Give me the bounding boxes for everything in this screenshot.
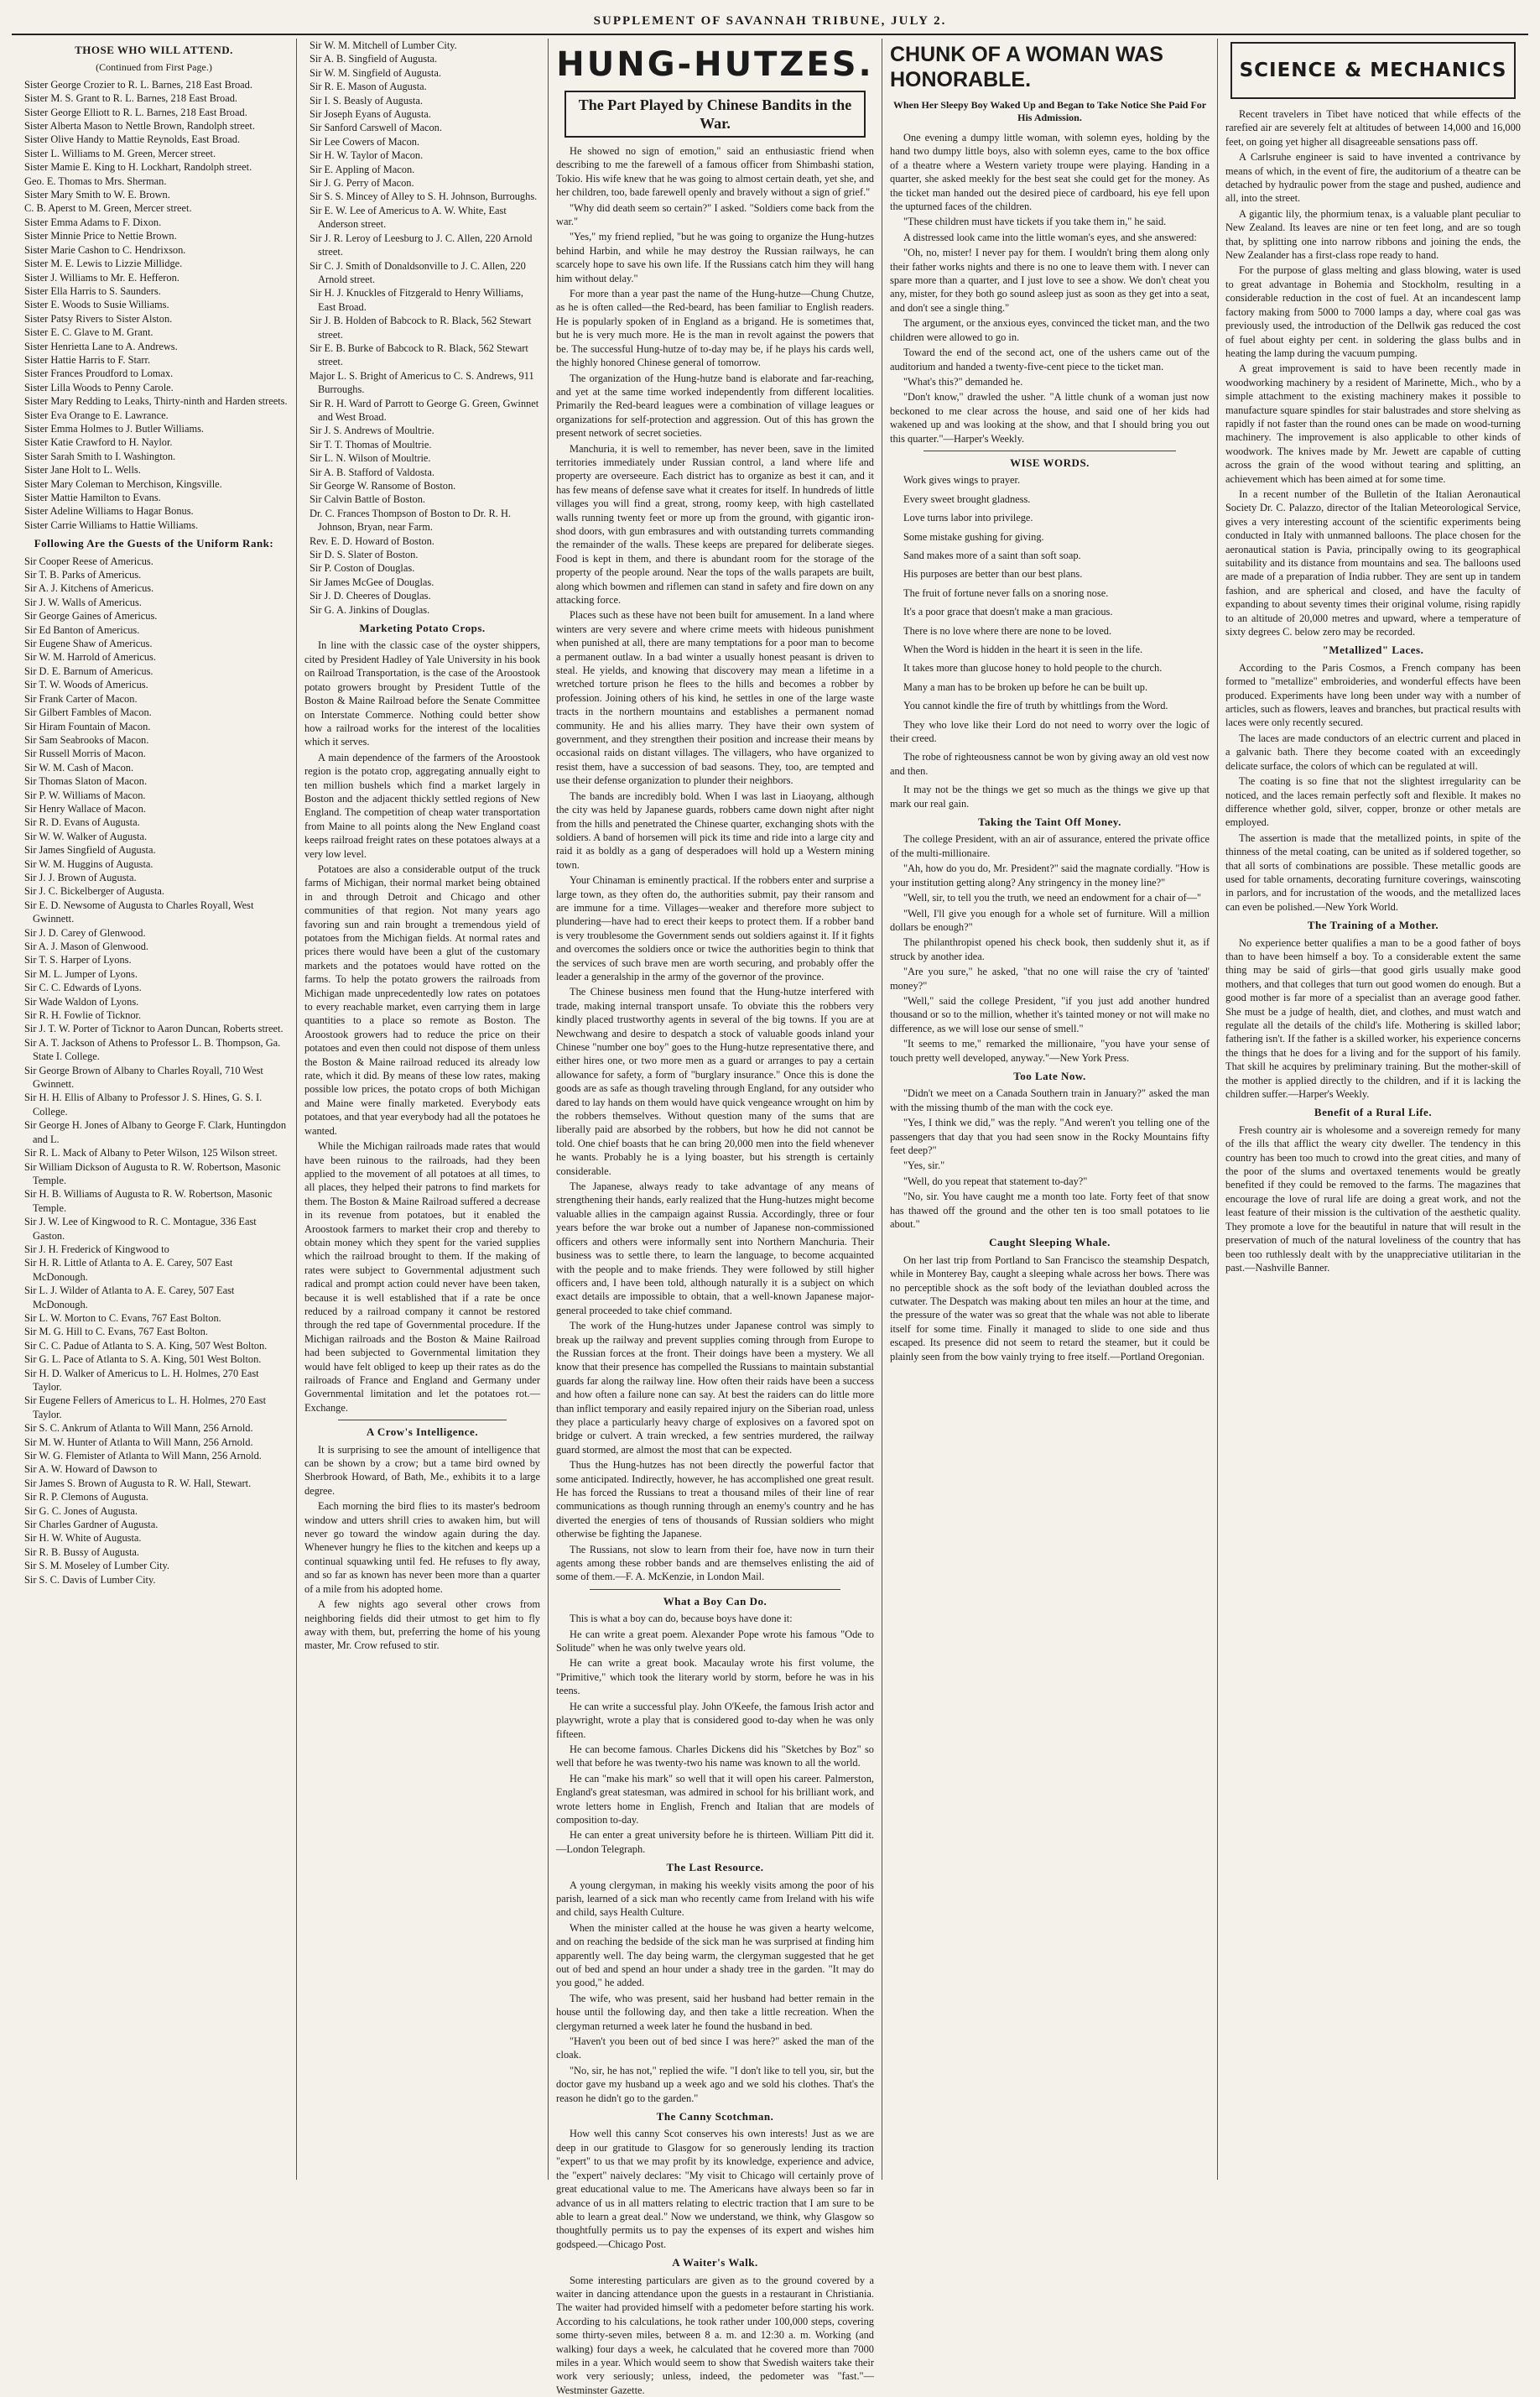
list-item: Sister George Crozier to R. L. Barnes, 218 East Broad. bbox=[24, 78, 252, 91]
rural-title: Benefit of a Rural Life. bbox=[1314, 1106, 1433, 1119]
list-item: Sir George Brown of Albany to Charles Royall, 710 West Gwinnett. bbox=[24, 1064, 263, 1091]
paragraph: "Yes, sir." bbox=[903, 1159, 945, 1172]
wise-word: Every sweet brought gladness. bbox=[903, 492, 1031, 505]
list-item: Sister Mary Redding to Leaks, Thirty-ninth and Harden streets. bbox=[24, 395, 288, 408]
rural-article bbox=[1225, 1123, 1521, 1274]
list-item: Sir H. B. Williams of Augusta to R. W. Robertson, Masonic Temple. bbox=[24, 1188, 273, 1214]
taint-article bbox=[890, 832, 1210, 1065]
paragraph: He can "make his mark" so well that it will open his career. Palmerston, England's great statesman, was admired in school for his brilliant work, and wrote letters home in English, French and Italian that are models of composition to-day. bbox=[556, 1772, 874, 1826]
list-item: Sir D. E. Barnum of Americus. bbox=[24, 664, 153, 677]
list-item: Sister Lilla Woods to Penny Carole. bbox=[24, 381, 174, 393]
paragraph: "Don't know," drawled the usher. "A little chunk of a woman just now beckoned to me clear across the house, and said one of her kids had wakened up and was looking at the show, and that I should bring you out this quarter."—Harper's Weekly. bbox=[890, 391, 1210, 445]
list-item: Sir C. J. Smith of Donaldsonville to J. C. Allen, 220 Arnold street. bbox=[310, 259, 526, 285]
list-item: Sir A. W. Howard of Dawson to bbox=[24, 1463, 158, 1476]
list-item: Sir J. S. Andrews of Moultrie. bbox=[310, 425, 434, 437]
paragraph: The laces are made conductors of an electric current and placed in a galvanic bath. There they become coated with an exceedingly delicate surface, the colors of which can be regulated at will. bbox=[1225, 732, 1521, 772]
paragraph: According to the Paris Cosmos, a French company has been formed to "metallize" embroideries, and wonderful effects have been produced. Experiments have long been under way with a number of articles, such as flowers, leaves and branches, but practical results with laces were only recently secured. bbox=[1225, 661, 1521, 729]
list-item: Sir M. L. Jumper of Lyons. bbox=[24, 967, 138, 980]
list-item: Sister Ella Harris to S. Saunders. bbox=[24, 284, 161, 297]
list-item: Sister Patsy Rivers to Sister Alston. bbox=[24, 312, 173, 325]
boy-article bbox=[556, 1612, 874, 1856]
paragraph: "No, sir, he has not," replied the wife. "I don't like to tell you, sir, but the doctor gave my husband up a week ago and we sold his clothes. That's the reason he didn't go to the garden." bbox=[556, 2064, 874, 2104]
paragraph: Manchuria, it is well to remember, has never been, save in the limited territories immediately under Russian control, a land where life and property are overseeure. Each district has to organize as best it can, and it has few means of defense save what it creates for itself. In hundreds of little villages you will find a great, strong, roomy keep, with high castellated walls running twenty feet or more up from the ground, with gigantic iron-shod doors, with gun embrasures and with outstanding turrets commanding the remainder of the walls. These keeps are prepared for deliberate sieges. Food is kept in them, and there is abundant room for the storage of the property of the people around. Near the tops of the walls parapets are built, along which bowmen and riflemen can stand in safety and fire down on any attacking force. bbox=[556, 442, 874, 606]
list-item: Sir J. H. Frederick of Kingwood to bbox=[24, 1243, 169, 1255]
list-item: Sir E. W. Lee of Americus to A. W. White, East Anderson street. bbox=[310, 204, 507, 231]
list-item: Sir J. R. Leroy of Leesburg to J. C. Allen, 220 Arnold street. bbox=[310, 232, 533, 258]
paragraph: In a recent number of the Bulletin of the Italian Aeronautical Society Dr. C. Palazzo, director of the Italian Meteorological Service, gives a very interesting account of the scientific experiments being conducted in Italy with unmanned balloons. The place chosen for the aeronautical station is Pavia, principally owing to its geographical suitability and its distance from mountains and sea. The balloons used are made of a preparation of India rubber. They are sent up in tandem fashion, and are spherical and closed, and have the faculty of expanding to about seventy times their original volume, rising rapidly to an altitude of 20,000 metres and upward, where a temperature of sixty degrees C. below zero may be recorded. bbox=[1225, 487, 1521, 638]
list-item: C. B. Aperst to M. Green, Mercer street. bbox=[24, 202, 192, 215]
paragraph: "Yes, I think we did," was the reply. "And weren't you telling one of the passengers that day that you had seen snow in the Rocky Mountains fifty feet deep?" bbox=[890, 1117, 1210, 1156]
late-article bbox=[890, 1086, 1210, 1231]
paragraph: "Oh, no, mister! I never pay for them. I wouldn't bring them along only their father works nights and there is no one to leave them with. I never can spare more than a quarter, and I just love to see a show. We don't cheat you any, mister, for they both go sound asleep just as soon as they get into a seat, and don't see a single thing." bbox=[890, 247, 1210, 314]
paragraph: How well this canny Scot conserves his own interests! Just as we are deep in our gratitude to Glasgow for so generously lending its traction "expert" to us that we may profit by its knowledge, experience and advice, the "expert" naively declares: "My visit to Chicago will certainly prove of great educational value to me. The Americans have always been so far in advance of us in all matters relating to electric traction that I am sure to be able to learn a great deal." Now we understand, we think, why Glasgow so thoughtfully permits us to pay the expenses of its expert and wishes him godspeed.—Chicago Post. bbox=[556, 2128, 874, 2250]
list-item: Sir H. R. Little of Atlanta to A. E. Carey, 507 East McDonough. bbox=[24, 1257, 233, 1283]
list-item: Sir S. C. Davis of Lumber City. bbox=[24, 1573, 156, 1586]
list-item: Sister Marie Cashon to C. Hendrixson. bbox=[24, 243, 186, 256]
science-article bbox=[1225, 107, 1521, 638]
list-item: Sir Lee Cowers of Macon. bbox=[310, 135, 420, 148]
list-item: Sir P. W. Williams of Macon. bbox=[24, 789, 146, 801]
list-item: Sister Mary Coleman to Merchison, Kingsville. bbox=[24, 477, 222, 490]
hung-hutzes-deck: The Part Played by Chinese Bandits in the War. bbox=[564, 91, 866, 138]
paragraph: "Haven't you been out of bed since I was here?" asked the man of the cloak. bbox=[556, 2035, 874, 2061]
potato-article bbox=[304, 638, 540, 1415]
scot-title: The Canny Scotchman. bbox=[656, 2110, 774, 2123]
guest-list-continued bbox=[304, 39, 540, 617]
list-item: Sir W. M. Mitchell of Lumber City. bbox=[310, 39, 457, 51]
paragraph: A distressed look came into the little woman's eyes, and she answered: bbox=[903, 231, 1197, 243]
paragraph: Each morning the bird flies to its master's bedroom window and utters shrill cries to awaken him, but will never go toward the window again during the day. Whenever hungry he flies to the kitchen and keeps up a continual squawking until fed. He refuses to fly away, and so far as known has never been more than a quarter of a mile from his adopted home. bbox=[304, 1500, 540, 1595]
list-item: Sister Carrie Williams to Hattie Williams. bbox=[24, 518, 199, 531]
list-item: Sir H. W. Taylor of Macon. bbox=[310, 149, 424, 162]
list-item: Sir P. Coston of Douglas. bbox=[310, 562, 415, 575]
paragraph: It is surprising to see the amount of intelligence that can be shown by a crow; but a tame bird owned by Sherbrook Howard, of Bath, Me., exhibits it to a large degree. bbox=[304, 1443, 540, 1497]
list-item: Sir A. B. Singfield of Augusta. bbox=[310, 53, 438, 65]
list-item: Sister Henrietta Lane to A. Andrews. bbox=[24, 340, 178, 352]
mother-title: The Training of a Mother. bbox=[1307, 919, 1439, 932]
wise-title: WISE WORDS. bbox=[1010, 456, 1090, 469]
list-item: Sir J. B. Holden of Babcock to R. Black, 562 Stewart street. bbox=[310, 315, 532, 341]
list-item: Sir Sanford Carswell of Macon. bbox=[310, 122, 442, 134]
list-item: Sister Alberta Mason to Nettle Brown, Randolph street. bbox=[24, 120, 255, 133]
list-item: Sir S. S. Mincey of Alley to S. H. Johnson, Burroughs. bbox=[310, 190, 538, 203]
guest-list bbox=[19, 555, 289, 1587]
list-item: Sir C. C. Edwards of Lyons. bbox=[24, 982, 142, 994]
paragraph: The college President, with an air of assurance, entered the private office of the multi-millionaire. bbox=[890, 833, 1210, 859]
paragraph: He can write a great book. Macaulay wrote his first volume, the "Primitive," which took the literary world by storm, before he was in his teens. bbox=[556, 1657, 874, 1697]
potato-title: Marketing Potato Crops. bbox=[359, 622, 486, 635]
paragraph: The philanthropist opened his check book, then suddenly shut it, as if struck by another idea. bbox=[890, 936, 1210, 962]
list-item: Sir T. W. Woods of Americus. bbox=[24, 679, 148, 691]
list-item: Sir R. B. Bussy of Augusta. bbox=[24, 1545, 140, 1558]
whale-article bbox=[890, 1253, 1210, 1363]
list-item: Sir J. C. Bickelberger of Augusta. bbox=[24, 885, 165, 898]
hung-hutzes-title: HUNG-HUTZES. bbox=[556, 45, 874, 84]
list-item: Sir Sam Seabrooks of Macon. bbox=[24, 733, 149, 746]
list-item: Sir Wade Waldon of Lyons. bbox=[24, 995, 139, 1008]
attend-title: THOSE WHO WILL ATTEND. bbox=[75, 44, 233, 56]
resource-article bbox=[556, 1879, 874, 2106]
list-item: Sister Hattie Harris to F. Starr. bbox=[24, 353, 151, 366]
list-item: Sister L. Williams to M. Green, Mercer street. bbox=[24, 147, 216, 159]
list-item: Sir H. H. Ellis of Albany to Professor J. S. Hines, G. S. I. College. bbox=[24, 1092, 263, 1118]
list-item: Sir J. D. Cheeres of Douglas. bbox=[310, 590, 431, 602]
wise-word: The robe of righteousness cannot be won by giving away an old vest now and then. bbox=[890, 751, 1210, 777]
attend-subtitle: (Continued from First Page.) bbox=[96, 61, 212, 74]
list-item: Sir I. S. Beasly of Augusta. bbox=[310, 94, 423, 107]
list-item: Sir Thomas Slaton of Macon. bbox=[24, 775, 148, 788]
lace-title: "Metallized" Laces. bbox=[1322, 644, 1424, 657]
list-item: Sir H. W. White of Augusta. bbox=[24, 1532, 142, 1545]
paragraph: The Chinese business men found that the Hung-hutze interfered with trade, making internal transport unsafe. To obviate this the robbers very kindly placed trustworthy agents in several of the big towns. If you are at Newchwang and desire to despatch a stock of valuable goods inland your Chinese "number one boy" goes to the Hung-hutze representative there, and either hires one, or two more men as a guard or arranges to pay a certain allowance for safety, a form of "burglary insurance." Once this is done the goods are as safe as though traveling through England, for any outsider who dared to lay hands on them would have quick vengeance wrought on him by the robbers themselves. Without question many of the sums that are liberally paid are absorbed by the robbers, but how he did not cannot be told. One chief boasts that he can bring 20,000 men into the field whenever he wants. Probably he is a lying boaster, but his strength is certainly considerable. bbox=[556, 986, 874, 1177]
paragraph: The wife, who was present, said her husband had better remain in the house until the following day, and then take a little recreation. When the clergyman returned a week later he found the husband in bed. bbox=[556, 1992, 874, 2032]
paragraph: "Well, I'll give you enough for a whole set of furniture. Will a million dollars be enough?" bbox=[890, 907, 1210, 933]
guests-title: Following Are the Guests of the Uniform Rank: bbox=[34, 537, 274, 550]
wise-word: Love turns labor into privilege. bbox=[903, 512, 1033, 524]
list-item: Sister Sarah Smith to I. Washington. bbox=[24, 450, 176, 462]
list-item: Sir W. M. Harrold of Americus. bbox=[24, 651, 156, 664]
list-item: Sir D. S. Slater of Boston. bbox=[310, 549, 419, 561]
column-science bbox=[1218, 39, 1528, 2180]
paragraph: "Ah, how do you do, Mr. President?" said the magnate cordially. "How is your institution getting along? Any stringency in the money line?" bbox=[890, 862, 1210, 888]
list-item: Sir R. H. Fowlie of Ticknor. bbox=[24, 1009, 142, 1022]
science-mechanics-logo: SCIENCE & MECHANICS bbox=[1230, 42, 1516, 99]
list-item: Sir W. W. Walker of Augusta. bbox=[24, 830, 148, 842]
paragraph: Some interesting particulars are given as to the ground covered by a waiter in dancing attendance upon the guests in a restaurant in Christiania. The waiter had provided himself with a pedometer before starting his work. According to his calculations, he took rather under 100,000 steps, covering some thirty-seven miles, between 8 a. m. and 12:30 a. m. Working (and walking) four days a week, he calculated that he covered more than 7000 miles in a year. Which would seem to show that Swedish waiters take their work very seriously; unless, indeed, the pedometer was "fast."—Westminster Gazette. bbox=[556, 2274, 874, 2396]
chunk-title: CHUNK OF A WOMAN WAS HONORABLE. bbox=[890, 43, 1163, 91]
paragraph: One evening a dumpy little woman, with solemn eyes, holding by the hand two dumpy little boys, also with solemn eyes, came to the box office of a theatre where a Western variety troupe were playing. Handing in a quarter, she asked meekly for the best seat she could get for the money. As the ticket man handed out the desired piece of cardboard, his eye fell upon the upturned faces of the children. bbox=[890, 132, 1210, 213]
list-item: Sister Mary Smith to W. E. Brown. bbox=[24, 189, 170, 201]
list-item: Sir R. E. Mason of Augusta. bbox=[310, 81, 427, 93]
list-item: Sir J. J. Brown of Augusta. bbox=[24, 871, 137, 883]
list-item: Sister Mattie Hamilton to Evans. bbox=[24, 492, 161, 503]
list-item: Geo. E. Thomas to Mrs. Sherman. bbox=[24, 175, 167, 187]
paragraph: Toward the end of the second act, one of the ushers came out of the auditorium and handed a twenty-five-cent piece to the ticket man. bbox=[890, 347, 1210, 373]
paragraph: The coating is so fine that not the slightest irregularity can be noticed, and the laces remain perfectly soft and flexible. It makes no difference whether gold, silver, copper, bronze or other metals are employed. bbox=[1225, 775, 1521, 829]
paragraph: "What's this?" demanded he. bbox=[903, 375, 1023, 388]
paragraph: For more than a year past the name of the Hung-hutze—Chung Chutze, as he is often called—the Red-beard, has been familiar to English readers. He is popularly spoken of in England as a brigand. He is sometimes that, but he is very much more. He is the man in revolt against the powers that be. The successful Hung-hutze of to-day may be, if he plays his cards well, the highly honored Chinese general of tomorrow. bbox=[556, 288, 874, 369]
paragraph: "It seems to me," remarked the millionaire, "you have your sense of touch pretty well developed, anyway."—New York Press. bbox=[890, 1038, 1210, 1064]
paragraph: While the Michigan railroads made rates that would have been ruinous to the railroads, had they been applied to the movement of all potatoes at all times, to all places, they helped their patrons to find markets for them. The Boston & Maine Railroad suffered a decrease in its revenue from potatoes, but it enabled the Aroostook farmers to market their crop and thereby to obtain money which they spent for the varied supplies which the railroad brought to them. If the making of rates were subject to Governmental adjustment such radical and prompt action could never have been taken, because it is well established that if a rate be once reduced by a railroad company it cannot be restored through the red tape of Governmental procedure. If the Michigan railroads and the Boston & Maine Railroad had been subjected to Governmental limitation they would have felt obliged to keep up their rates as do the railroads of France and England and Germany under Governmental limitation and let the potatoes rot.—Exchange. bbox=[304, 1140, 540, 1414]
list-item: Sir R. P. Clemons of Augusta. bbox=[24, 1491, 149, 1503]
paragraph: The bands are incredibly bold. When I was last in Liaoyang, although the city was held by Japanese guards, robbers came down night after night from the hills and penetrated the Chinese quarter, exchanging shots with the soldiers. A band of horsemen will pick its time and ride into a large city and raid it as boldly as a gang of desperadoes will hold up a Western mining town. bbox=[556, 789, 874, 871]
wise-words-list bbox=[890, 473, 1210, 810]
paragraph: Your Chinaman is eminently practical. If the robbers enter and surprise a large town, as they often do, the authorities submit, pay their ransom and are immune for a time. Villages—weaker and therefore more subject to plundering—have had to erect their keeps to protect them. If a robber band is very troublesome the Government sends out soldiers against it. If it fights and overcomes the soldiers once or twice the authorities begin to think that the services of such brave men are worth securing, and probably offer the leader a generalship in the army of the governor of the province. bbox=[556, 874, 874, 982]
list-item: Sister E. C. Glave to M. Grant. bbox=[24, 326, 153, 339]
scot-article bbox=[556, 2127, 874, 2251]
list-item: Sister Emma Holmes to J. Butler Williams. bbox=[24, 422, 205, 435]
list-item: Sir E. Appling of Macon. bbox=[310, 163, 415, 175]
divider bbox=[590, 1589, 840, 1590]
late-title: Too Late Now. bbox=[1013, 1069, 1086, 1082]
wise-word: Many a man has to be broken up before he can be built up. bbox=[903, 680, 1148, 693]
paragraph: He showed no sign of emotion," said an enthusiastic friend when describing to me the farewell of a famous officer from Shimbashi station, Tokio. His wife knew that he was going to almost certain death, yet she, and her children, too, bade farewell openly and bravely without a sign of grief." bbox=[556, 145, 874, 199]
paragraph: He can write a great poem. Alexander Pope wrote his famous "Ode to Solitude" when he was only twelve years old. bbox=[556, 1628, 874, 1654]
list-item: Sir C. C. Padue of Atlanta to S. A. King, 507 West Bolton. bbox=[24, 1339, 268, 1352]
list-item: Sir Hiram Fountain of Macon. bbox=[24, 720, 151, 732]
paragraph: "Why did death seem so certain?" I asked. "Soldiers come back from the war." bbox=[556, 201, 874, 228]
list-item: Sir J. W. Lee of Kingwood to R. C. Montague, 336 East Gaston. bbox=[24, 1216, 257, 1242]
list-item: Sister Mamie E. King to H. Lockhart, Randolph street. bbox=[24, 161, 252, 174]
list-item: Sir W. M. Cash of Macon. bbox=[24, 761, 134, 774]
lace-article bbox=[1225, 661, 1521, 914]
list-item: Sister J. Williams to Mr. E. Hefferon. bbox=[24, 271, 179, 284]
list-item: Sir Eugene Shaw of Americus. bbox=[24, 638, 153, 650]
paragraph: The work of the Hung-hutzes under Japanese control was simply to break up the railway and prevent supplies coming through from Europe to the Russian forces at the front. Their doings have been a mystery. We all know that their presence has compelled the Russians to maintain substantial guards far along the railway line. How often their raids have been a success and how often a failure none can say. At best the raiders can do little more than inflict temporary and easily repaired injury on the Siberian road, unless they place a particularly heavy charge of explosives on a favored spot on bridge or culvert. A train wrecked, a few sentries murdered, the railway guard stormed, are almost the most that can be expected. bbox=[556, 1320, 874, 1456]
paragraph: On her last trip from Portland to San Francisco the steamship Despatch, while in Monterey Bay, caught a sleeping whale across her bows. There was no perceptible shock as the soft body of the leviathan doubled across the cutwater. The Despatch was making about ten miles an hour at the time, and the pressure of the water was so great that the whale was not able to liberate itself for some time. Finally it managed to slide to one side and thus escaped. Its presence did not seem to retard the steamer, but it could be plainly seen from the bow vainly trying to free itself.—Portland Oregonian. bbox=[890, 1253, 1210, 1363]
list-item: Sir M. W. Hunter of Atlanta to Will Mann, 256 Arnold. bbox=[24, 1436, 253, 1448]
list-item: Sir A. J. Kitchens of Americus. bbox=[24, 582, 154, 595]
paragraph: A great improvement is said to have been recently made in woodworking machinery by a resident of Marinette, Mich., who by a simple attachment to the existing machinery makes it possible to manufacture square spindles for stair balustrades and store shelving as rapidly if not faster than the round ones can be made on wood-turning machinery. The improvement is also applicable to other kinds of woodwork. The knives made by Mr. Jewett are capable of cutting across the grain of the wood without tearing and splitting, an achievement which has been aimed at for some time. bbox=[1225, 362, 1521, 485]
list-item: Sir W. M. Huggins of Augusta. bbox=[24, 857, 153, 870]
list-item: Sir H. D. Walker of Americus to L. H. Holmes, 270 East Taylor. bbox=[24, 1367, 259, 1393]
column-chunk-wise bbox=[882, 39, 1218, 2180]
hung-hutzes-article bbox=[556, 144, 874, 1584]
crow-article bbox=[304, 1443, 540, 1653]
column-hung-hutzes bbox=[549, 39, 882, 2396]
list-item: Sir A. B. Stafford of Valdosta. bbox=[310, 466, 434, 478]
list-item: Sir Charles Gardner of Augusta. bbox=[24, 1519, 159, 1531]
list-item: Sir L. J. Wilder of Atlanta to A. E. Carey, 507 East McDonough. bbox=[24, 1284, 235, 1311]
list-item: Sir J. W. Walls of Americus. bbox=[24, 596, 142, 608]
list-item: Sir George H. Jones of Albany to George F. Clark, Huntingdon and L. bbox=[24, 1119, 287, 1145]
list-item: Sister George Elliott to R. L. Barnes, 218 East Broad. bbox=[24, 106, 247, 118]
list-item: Sir R. L. Mack of Albany to Peter Wilson, 125 Wilson street. bbox=[24, 1147, 278, 1159]
list-item: Sir James S. Brown of Augusta to R. W. Hall, Stewart. bbox=[24, 1477, 252, 1489]
list-item: Sir J. T. W. Porter of Ticknor to Aaron Duncan, Roberts street. bbox=[24, 1023, 284, 1035]
paragraph: The assertion is made that the metallized points, in spite of the thinness of the metal coating, can be united as if soldered together, so that all sorts of combinations are possible. These metallic goods are used for table ornaments, decorating furniture coverings, wainscoting in parlors, and for incrustation of the woods, and the metallized laces can even be polished.—New York World. bbox=[1225, 831, 1521, 913]
whale-title: Caught Sleeping Whale. bbox=[989, 1236, 1111, 1249]
list-item: Sister Minnie Price to Nettie Brown. bbox=[24, 230, 177, 242]
list-item: Sir T. B. Parks of Americus. bbox=[24, 569, 142, 581]
wise-word: They who love like their Lord do not need to worry over the logic of their creed. bbox=[890, 718, 1210, 745]
paragraph: A main dependence of the farmers of the Aroostook region is the potato crop, aggregating annually eight to ten million bushels which find a market largely in Boston and the adjacent thickly settled regions of New England. The competition of cheap water transportation from Maine to all points along the New England coast keeps railroad freight rates on these potatoes always at a very low level. bbox=[304, 751, 540, 860]
waiter-article bbox=[556, 2274, 874, 2397]
boy-title: What a Boy Can Do. bbox=[663, 1594, 767, 1608]
resource-title: The Last Resource. bbox=[666, 1861, 764, 1874]
list-item: Sir S. M. Moseley of Lumber City. bbox=[24, 1560, 170, 1572]
list-item: Sister Adeline Williams to Hagar Bonus. bbox=[24, 505, 194, 518]
list-item: Sir Gilbert Fambles of Macon. bbox=[24, 706, 152, 719]
list-item: Sir A. J. Mason of Glenwood. bbox=[24, 941, 148, 952]
column-guests-potatoes bbox=[297, 39, 549, 2180]
crow-title: A Crow's Intelligence. bbox=[366, 1425, 479, 1439]
list-item: Sir Calvin Battle of Boston. bbox=[310, 493, 426, 506]
list-item: Sir M. G. Hill to C. Evans, 767 East Bolton. bbox=[24, 1326, 208, 1338]
wise-word: The fruit of fortune never falls on a snoring nose. bbox=[903, 586, 1109, 599]
list-item: Sir E. B. Burke of Babcock to R. Black, 562 Stewart street. bbox=[310, 341, 528, 368]
paragraph: The organization of the Hung-hutze band is elaborate and far-reaching, and yet at the same time worked independently from different localities. Primarily the Red-beard leagues were a combination of village leagues or organizations for self-protection and aggression. Out of this has grown the present network of secret societies. bbox=[556, 372, 874, 440]
mother-article bbox=[1225, 936, 1521, 1102]
list-item: Sister Jane Holt to L. Wells. bbox=[24, 464, 141, 477]
wise-word: It's a poor grace that doesn't make a man gracious. bbox=[903, 606, 1113, 618]
list-item: Sir Joseph Eyans of Augusta. bbox=[310, 108, 431, 121]
paragraph: The Russians, not slow to learn from their foe, have now in turn their agents among these robber bands and are themselves enlisting the aid of some of them.—F. A. McKenzie, in London Mail. bbox=[556, 1543, 874, 1583]
paragraph: "Are you sure," he asked, "that no one will raise the cry of 'tainted' money?" bbox=[890, 966, 1210, 992]
wise-word: Some mistake gushing for giving. bbox=[903, 530, 1044, 543]
list-item: Sir R. D. Evans of Augusta. bbox=[24, 816, 140, 829]
list-item: Sister M. S. Grant to R. L. Barnes, 218 East Broad. bbox=[24, 92, 237, 105]
list-item: Sir H. J. Knuckles of Fitzgerald to Henry Williams, East Broad. bbox=[310, 287, 523, 313]
list-item: Dr. C. Frances Thompson of Boston to Dr. R. H. Johnson, Bryan, near Farm. bbox=[310, 507, 512, 534]
wise-word: You cannot kindle the fire of truth by whittlings from the Word. bbox=[903, 700, 1168, 712]
columns bbox=[12, 39, 1528, 2396]
paragraph: Recent travelers in Tibet have noticed that while effects of the rarefied air are severely felt at altitudes of between 14,000 and 16,000 feet, on going yet higher all disagreeable sensations pass off. bbox=[1225, 108, 1521, 148]
list-item: Sir James McGee of Douglas. bbox=[310, 576, 434, 588]
paragraph: The argument, or the anxious eyes, convinced the ticket man, and the two children were allowed to go in. bbox=[890, 317, 1210, 343]
list-item: Sir W. G. Flemister of Atlanta to Will Mann, 256 Arnold. bbox=[24, 1450, 262, 1462]
list-item: Sister Emma Adams to F. Dixon. bbox=[24, 216, 162, 228]
paragraph: In line with the classic case of the oyster shippers, cited by President Hadley of Yale University in his book on Railroad Transportation, is the case of the Aroostook potato growers brought by President Tuttle of the Boston & Maine Railroad before the Senate Committee on Interstate Commerce. Nothing could better show how a railroad works for the interest of the localities which it serves. bbox=[304, 639, 540, 748]
paragraph: "Well, do you repeat that statement to-day?" bbox=[903, 1175, 1088, 1187]
paragraph: He can write a successful play. John O'Keefe, the famous Irish actor and playwright, wrote a play that is considered good to-day when he was only fifteen. bbox=[556, 1700, 874, 1740]
paragraph: Fresh country air is wholesome and a sovereign remedy for many of the ills that afflict the weary city dweller. The tendency in this country has been too much to crowd into the great cities, and many of the poor of the slums and overtaxed tenements would be greatly benefited if they could be removed to the farms. The magazines that encourage the love of rural life are doing a great work, and not the least feature of their mission is the cultivation of the aesthetic quality. They promote a love for the beautiful in nature that will result in the preservation of much of the natural loveliness of the country that has been too ruthlessly dealt with by the unappreciative utilitarian in the past.—Nashville Banner. bbox=[1225, 1123, 1521, 1274]
paragraph: The Japanese, always ready to take advantage of any means of strengthening their hands, early realized that the Hung-hutzes might become valuable allies in the campaign against Russia. Accordingly, three or four years before the war broke out a number of Japanese non-commissioned officers and others were informally sent into Northern Manchuria. Their business was to settle there, to learn the language, to become acquainted with the people and to make friends. They were followed by still higher officers and, I have been told, although naturally it is a subject on which exact details are impossible to obtain, that a well-known Japanese major-general proceeded to take chief command. bbox=[556, 1180, 874, 1316]
list-item: Sister E. Woods to Susie Williams. bbox=[24, 299, 169, 311]
paragraph: Thus the Hung-hutzes has not been directly the powerful factor that some anticipated. Indirectly, however, he has accomplished one great result. He has forced the Russians to treat a thousand miles of their line of rear communications as though running through an enemy's country and he has diverted the energies of tens of thousands of Russian soldiers who might otherwise be fighting the Japanese. bbox=[556, 1459, 874, 1540]
list-item: Sir G. A. Jinkins of Douglas. bbox=[310, 603, 430, 616]
paragraph: "Didn't we meet on a Canada Southern train in January?" asked the man with the missing thumb of the man with the cock eye. bbox=[890, 1087, 1210, 1113]
wise-word: His purposes are better than our best plans. bbox=[903, 568, 1083, 581]
paragraph: For the purpose of glass melting and glass blowing, water is used to great advantage in Bohemia and Stockholm, resulting in a considerable reduction in the cost of fuel. At an incandescent lamp factory making from 5000 to 7000 lamps a day, where coal gas was previously used, the introduction of the Dellwik gas reduced the cost of fuel about eighty per cent. in soldering the glass bulbs and in heating the lamp during the vacuum pumping. bbox=[1225, 264, 1521, 359]
paragraph: No experience better qualifies a man to be a good father of boys than to have been himself a boy. To a considerable extent the same thing may be said of girls—that good girls usually make good mothers, and that colleges that turn out good women do enough. But a good mother is far more of a specialist than an average good father. She must be a judge of health, diet, and clothes, and must watch and regulate all the details of the child's life. Mothering is skilled labor; fathering isn't. If the father is a skilled worker, his experience concerns the things that he does for a living and for the support of his family. That skill he acquires by preliminary training. But the mother-skill of the mother is applied directly to the children, and if it is lacking the children suffer.—Harper's Weekly. bbox=[1225, 936, 1521, 1101]
attendee-list bbox=[19, 78, 289, 532]
list-item: Sir George W. Ransome of Boston. bbox=[310, 480, 456, 492]
list-item: Sir G. L. Pace of Atlanta to S. A. King, 501 West Bolton. bbox=[24, 1353, 262, 1366]
list-item: Sir L. N. Wilson of Moultrie. bbox=[310, 452, 431, 465]
list-item: Sir S. C. Ankrum of Atlanta to Will Mann, 256 Arnold. bbox=[24, 1422, 253, 1435]
list-item: Sir Cooper Reese of Americus. bbox=[24, 555, 153, 567]
list-item: Sir George Gaines of Americus. bbox=[24, 610, 158, 623]
list-item: Sir J. D. Carey of Glenwood. bbox=[24, 926, 146, 939]
list-item: Sir Henry Wallace of Macon. bbox=[24, 802, 147, 815]
wise-word: Work gives wings to prayer. bbox=[903, 474, 1021, 487]
wise-word: It takes more than glucose honey to hold people to the church. bbox=[903, 662, 1163, 675]
paragraph: He can enter a great university before he is thirteen. William Pitt did it.—London Telegraph. bbox=[556, 1829, 874, 1855]
paragraph: When the minister called at the house he was given a hearty welcome, and on reaching the bedside of the sick man he was surprised at finding him apparently well. The day being warm, the clergyman suggested that he get out of bed and spend an hour under a shady tree in the garden. "It may do you good," he added. bbox=[556, 1921, 874, 1989]
list-item: Sir Ed Banton of Americus. bbox=[24, 623, 140, 636]
paragraph: "Well, sir, to tell you the truth, we need an endowment for a chair of—" bbox=[903, 892, 1202, 904]
waiter-title: A Waiter's Walk. bbox=[672, 2256, 758, 2269]
paragraph: Potatoes are also a considerable output of the truck farms of Michigan, their normal market being obtained in and through Detroit and Chicago and other communities of that region. Not many years ago favoring sun and rain brought a tremendous yield of potatoes from the Michigan fields. At normal rates and prices there would have been a glut of the customary markets and the potatoes would have rotted on the farms. To help the potato growers the railroads from Michigan made unprecedentedly low rates on potatoes to every reachable market, even carrying them in large quantities to a place so remote as Boston. The Aroostook growers had to reduce the price on their potatoes and even then could not dispose of them unless the Boston & Maine railroad reduced its already low rate, which it did. By means of these low rates, making possible low prices, the potato crops of both Michigan and Maine were finally marketed. Everybody eats potatoes, and that year everybody had all the potatoes he wanted. bbox=[304, 862, 540, 1137]
list-item: Sir R. H. Ward of Parrott to George G. Green, Gwinnet and West Broad. bbox=[310, 397, 539, 423]
masthead: SUPPLEMENT OF SAVANNAH TRIBUNE, JULY 2. bbox=[12, 8, 1528, 35]
list-item: Sister Frances Proudford to Lomax. bbox=[24, 367, 174, 380]
list-item: Sister Katie Crawford to H. Naylor. bbox=[24, 436, 173, 449]
column-attendees bbox=[12, 39, 297, 2180]
taint-title: Taking the Taint Off Money. bbox=[978, 816, 1121, 829]
paragraph: "Well," said the college President, "if you just add another hundred thousand or so to the million, whether it's tainted money or not will make no difference, as we will lose our sense of smell." bbox=[890, 994, 1210, 1034]
paragraph: Places such as these have not been built for amusement. In a land where winters are very severe and where crime meets with hideous punishment when punished at all, there are many temptations for a poor man to become a permanent outlaw. In a bad winter a usually honest peasant is driven to steal. He yields, and knowing that discovery may mean a lifetime in a wretched torture prison he flees to the hills and becomes a robber by profession. Joining others of his kind, he settles in one of the large waste tracts in the northern mountains and establishes a permanent nomad community. He and his allies marry. They have their own system of government, and they strengthen their position and increase their means by occasional raids on distant villages. The villagers, who have organized to resist them, have a succession of bad seasons. They, too, are tempted and use their defense organization to plunder their neighbors. bbox=[556, 609, 874, 787]
list-item: Sir William Dickson of Augusta to R. W. Robertson, Masonic Temple. bbox=[24, 1160, 281, 1186]
paragraph: A few nights ago several other crows from neighboring fields did their utmost to get him to fly away with them, but, preferring the home of his young master, Mr. Crow refused to stir. bbox=[304, 1598, 540, 1652]
list-item: Sir L. W. Morton to C. Evans, 767 East Bolton. bbox=[24, 1311, 221, 1324]
paragraph: This is what a boy can do, because boys have done it: bbox=[570, 1613, 793, 1625]
list-item: Sister M. E. Lewis to Lizzie Millidge. bbox=[24, 258, 183, 270]
list-item: Sir E. D. Newsome of Augusta to Charles Royall, West Gwinnett. bbox=[24, 899, 254, 925]
wise-word: When the Word is hidden in the heart it is seen in the life. bbox=[903, 644, 1143, 655]
wise-word: There is no love where there are none to be loved. bbox=[903, 624, 1112, 637]
list-item: Rev. E. D. Howard of Boston. bbox=[310, 534, 434, 547]
paragraph: He can become famous. Charles Dickens did his "Sketches by Boz" so well that before he was twenty-two his name was known to all the world. bbox=[556, 1743, 874, 1769]
list-item: Sir T. T. Thomas of Moultrie. bbox=[310, 438, 432, 451]
list-item: Major L. S. Bright of Americus to C. S. Andrews, 911 Burroughs. bbox=[310, 369, 534, 396]
list-item: Sir Frank Carter of Macon. bbox=[24, 692, 138, 705]
chunk-deck: When Her Sleepy Boy Waked Up and Began to Take Notice She Paid For His Admission. bbox=[892, 99, 1207, 123]
wise-word: Sand makes more of a saint than soft soap. bbox=[903, 549, 1081, 561]
list-item: Sir T. S. Harper of Lyons. bbox=[24, 954, 132, 967]
paragraph: A young clergyman, in making his weekly visits among the poor of his parish, learned of a sick man who recently came from Ireland with his wife and child, says Health Culture. bbox=[556, 1879, 874, 1919]
wise-word: It may not be the things we get so much as the things we give up that mark our real gain. bbox=[890, 784, 1210, 810]
list-item: Sir James Singfield of Augusta. bbox=[24, 844, 156, 857]
list-item: Sir Russell Morris of Macon. bbox=[24, 748, 146, 760]
list-item: Sister Eva Orange to E. Lawrance. bbox=[24, 409, 169, 421]
list-item: Sir A. T. Jackson of Athens to Professor L. B. Thompson, Ga. State I. College. bbox=[24, 1036, 281, 1063]
paragraph: A Carlsruhe engineer is said to have invented a contrivance by means of which, in the event of fire, the auditorium of a theatre can be detached by hydraulic power from the stage and pushed, audience and all, into the street. bbox=[1225, 151, 1521, 205]
chunk-article bbox=[890, 131, 1210, 446]
list-item: Sir J. G. Perry of Macon. bbox=[310, 177, 414, 190]
paragraph: "These children must have tickets if you take them in," he said. bbox=[903, 216, 1167, 228]
paragraph: "No, sir. You have caught me a month too late. Forty feet of that snow has thawed off the ground and the other ten is too small potatoes to lie about." bbox=[890, 1191, 1210, 1231]
list-item: Sir Eugene Fellers of Americus to L. H. Holmes, 270 East Taylor. bbox=[24, 1394, 267, 1420]
list-item: Sir W. M. Singfield of Augusta. bbox=[310, 66, 441, 79]
paragraph: "Yes," my friend replied, "but he was going to organize the Hung-hutzes behind Harbin, and while he may destroy the Russian railways, he can scarcely hope to save his own life. If the Russians catch him they will hang him without delay." bbox=[556, 231, 874, 284]
list-item: Sir G. C. Jones of Augusta. bbox=[24, 1504, 138, 1517]
paragraph: A gigantic lily, the phormium tenax, is a valuable plant peculiar to New Zealand. Its leaves are nine or ten feet long, and are so tough that, by splitting one into narrow ribbons and joining the ends, the New Zealander has a first-class rope ready to hand. bbox=[1225, 207, 1521, 262]
list-item: Sister Olive Handy to Mattie Reynolds, East Broad. bbox=[24, 133, 241, 146]
